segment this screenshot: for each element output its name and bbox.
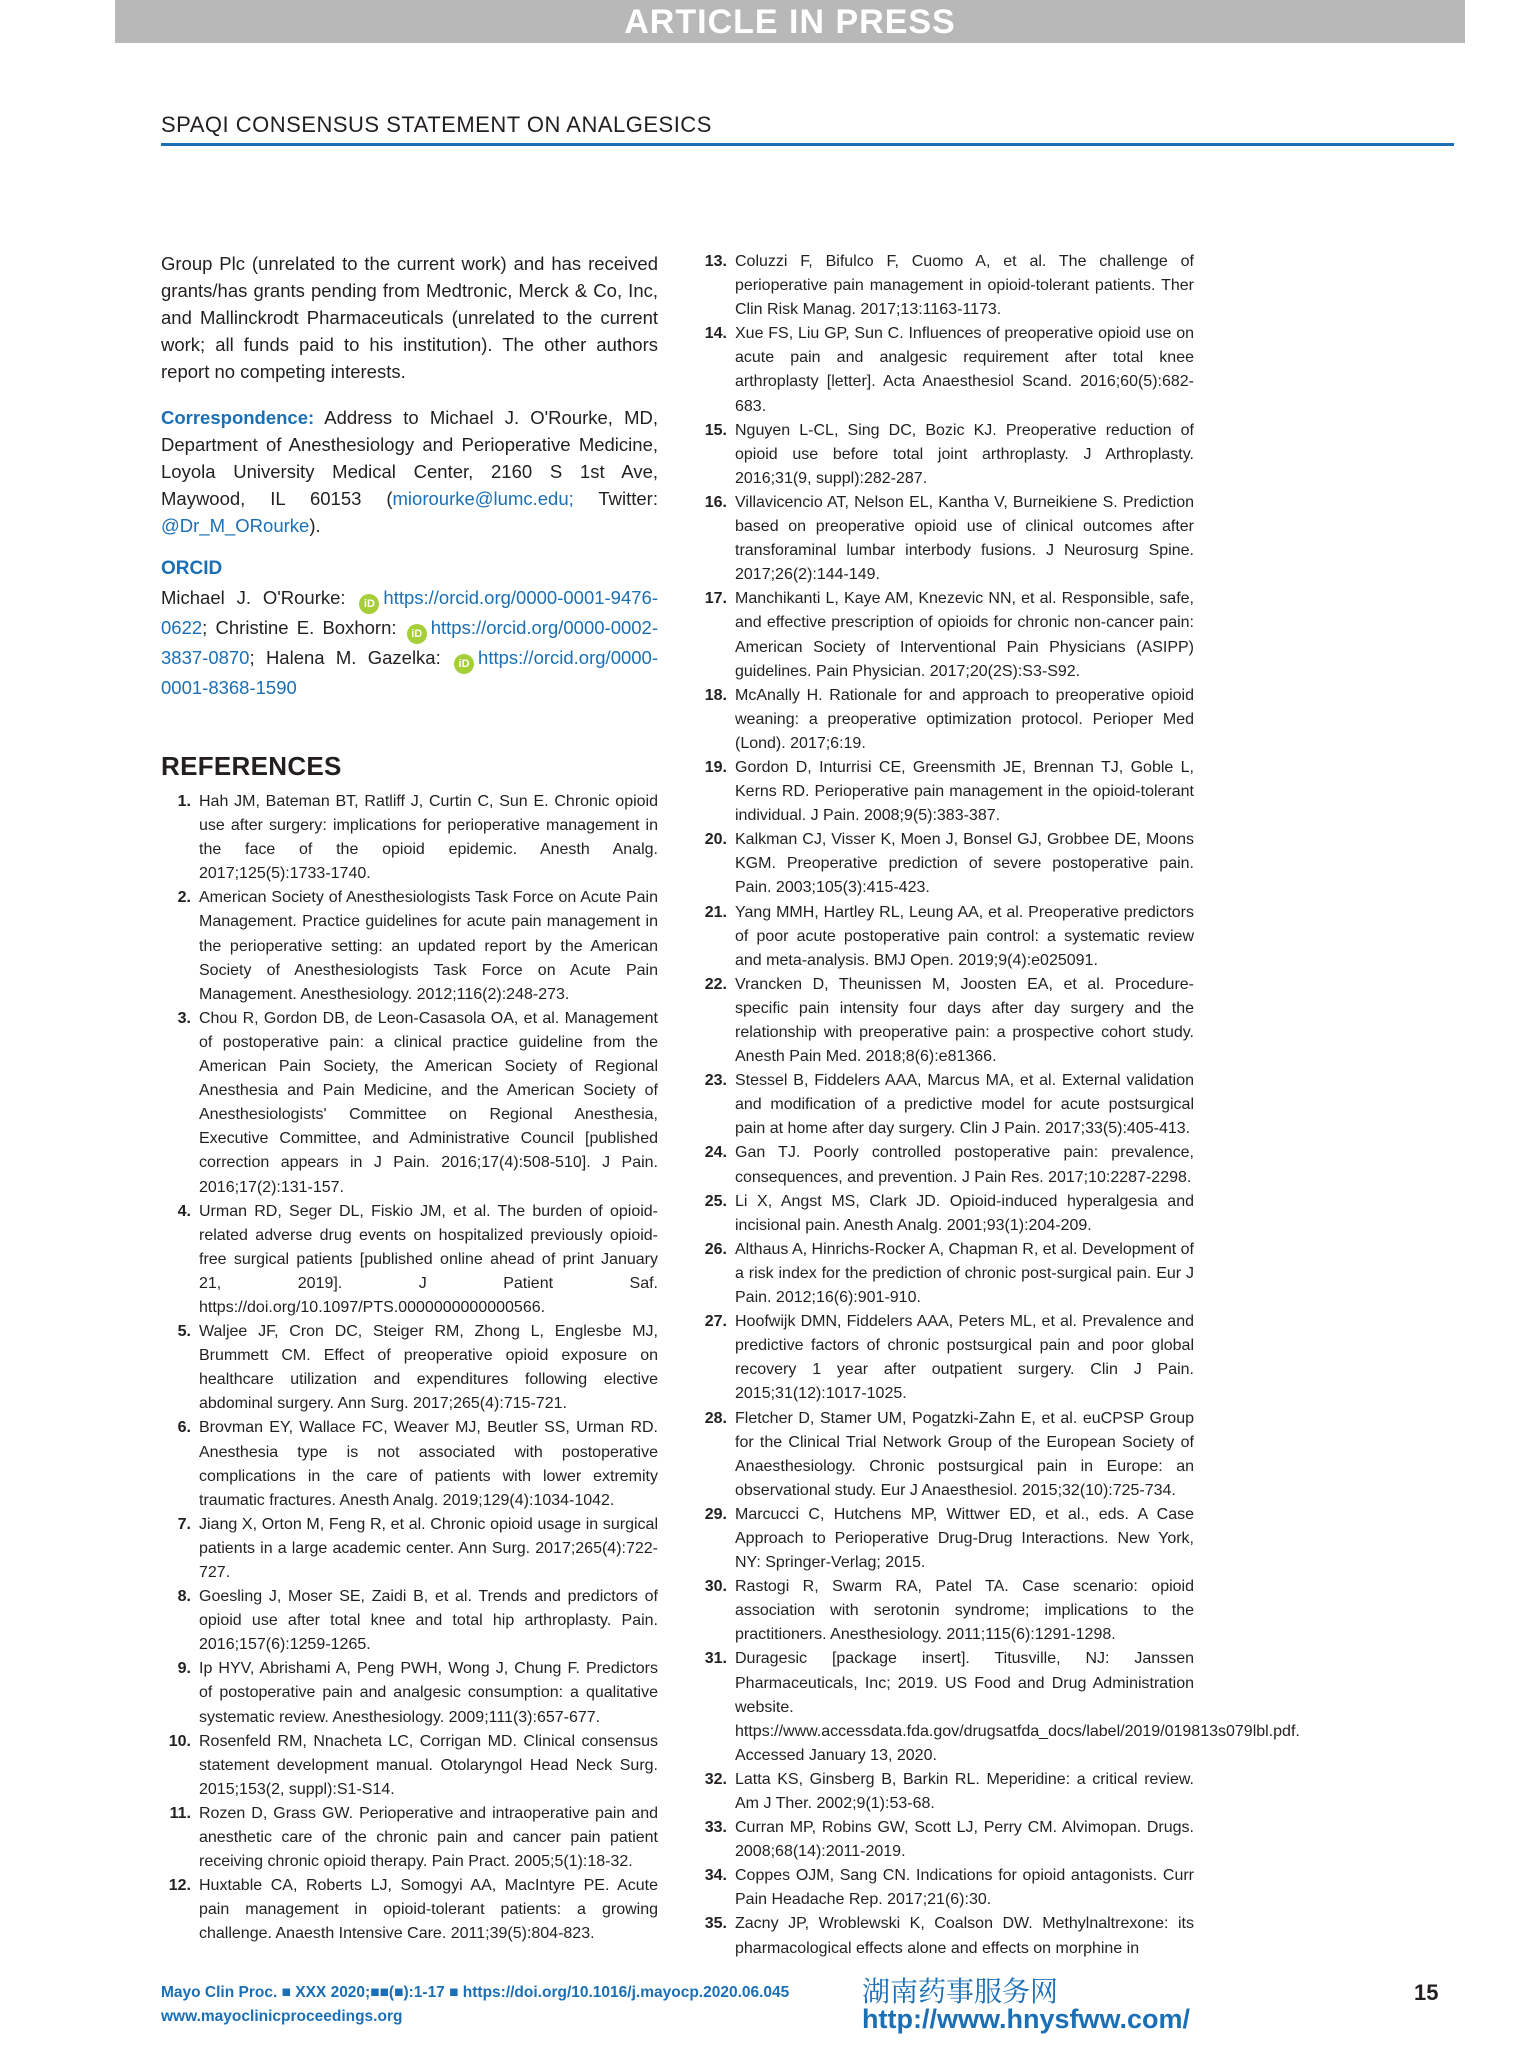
reference-number: 1. <box>177 793 191 810</box>
reference-item <box>697 1647 1300 1767</box>
reference-text: Li X, Angst MS, Clark JD. Opioid-induced hyperalgesia and incisional pain. Anesth Analg. 2001;93(1):204-209. <box>735 1192 1194 1234</box>
reference-text: Vrancken D, Theunissen M, Joosten EA, et al. Procedure-specific pain intensity four days after day surgery and the relationship with preoperative pain: a prospective cohort study. Anesth Pain Med. 2018;8(6):e81366. <box>735 975 1194 1066</box>
reference-item <box>697 250 1194 322</box>
footer-citation-block <box>161 1981 789 2029</box>
reference-item <box>697 828 1194 900</box>
reference-item <box>161 886 658 1006</box>
reference-text: Goesling J, Moser SE, Zaidi B, et al. Trends and predictors of opioid use after total knee and total hip arthroplasty. Pain. 2016;157(6):1259-1265. <box>199 1588 658 1654</box>
reference-item <box>697 419 1194 491</box>
reference-text: Latta KS, Ginsberg B, Barkin RL. Meperidine: a critical review. Am J Ther. 2002;9(1):53-68. <box>735 1770 1194 1812</box>
orcid-separator: ; <box>202 617 208 638</box>
reference-item <box>161 1320 658 1416</box>
orcid-heading: ORCID <box>161 558 223 579</box>
reference-item <box>161 1730 658 1802</box>
orcid-author-name: Michael J. O'Rourke: <box>161 587 346 608</box>
reference-text: Marcucci C, Hutchens MP, Wittwer ED, et al., eds. A Case Approach to Perioperative Drug-Drug Interactions. New York, NY: Springer-Verlag; 2015. <box>735 1505 1194 1572</box>
reference-item <box>161 1585 658 1657</box>
correspondence-paragraph <box>161 404 658 539</box>
orcid-icon: iD <box>359 594 379 614</box>
reference-text: Gan TJ. Poorly controlled postoperative pain: prevalence, consequences, and prevention. J Pain Res. 2017;10:2287-2298. <box>735 1144 1194 1186</box>
watermark-chinese-text: 湖南药事服务网 <box>862 1975 1059 2008</box>
reference-text: Manchikanti L, Kaye AM, Knezevic NN, et al. Responsible, safe, and effective prescription of opioids for chronic non-cancer pain: American Society of Interventional Pain Physicians (ASIPP) guidelines. Pain Physician. 2017;20(2S):S3-S92. <box>735 590 1194 680</box>
reference-number: 19. <box>704 758 727 776</box>
reference-number: 15. <box>704 421 727 439</box>
reference-text: Urman RD, Seger DL, Fiskio JM, et al. The burden of opioid-related adverse drug events on hospitalized previously opioid-free surgical patients [published online ahead of print January 21, 2019]. J Patient Saf. https://doi.org/10.1097/PTS.0000000000000566. <box>199 1202 658 1316</box>
reference-item <box>161 790 658 886</box>
reference-item <box>697 1238 1194 1310</box>
reference-number: 18. <box>704 686 727 704</box>
reference-number: 29. <box>704 1505 727 1523</box>
reference-number: 4. <box>177 1202 191 1220</box>
reference-item <box>697 1912 1194 1960</box>
reference-text: Nguyen L-CL, Sing DC, Bozic KJ. Preoperative reduction of opioid use before total joint arthroplasty. J Arthroplasty. 2016;31(9, suppl):282-287. <box>735 421 1194 487</box>
reference-item <box>697 973 1194 1069</box>
orcid-author-name: Christine E. Boxhorn: <box>215 617 397 638</box>
reference-item <box>161 1802 658 1874</box>
reference-text: McAnally H. Rationale for and approach to preoperative opioid weaning: a preoperative optimization protocol. Perioper Med (Lond). 2017;6:19. <box>735 686 1194 752</box>
reference-text: Rosenfeld RM, Nnacheta LC, Corrigan MD. Clinical consensus statement development manual. Otolaryngol Head Neck Surg. 2015;153(2, suppl):S1-S14. <box>199 1732 658 1798</box>
reference-number: 28. <box>704 1409 727 1427</box>
reference-item <box>697 684 1194 756</box>
reference-text: Kalkman CJ, Visser K, Moen J, Bonsel GJ, Grobbee DE, Moons KGM. Preoperative prediction of severe postoperative pain. Pain. 2003;105(3):415-423. <box>735 831 1194 897</box>
reference-number: 24. <box>704 1144 727 1162</box>
reference-item <box>697 1575 1194 1647</box>
reference-number: 5. <box>177 1323 191 1341</box>
right-column <box>697 250 1300 1961</box>
orcid-author-name: Halena M. Gazelka: <box>265 647 441 668</box>
orcid-link[interactable]: https://orcid.org/0000-0002-3837-0870 <box>161 617 659 668</box>
reference-number: 7. <box>177 1515 191 1533</box>
reference-number: 6. <box>177 1419 191 1437</box>
left-column <box>161 250 658 1947</box>
reference-item <box>697 1407 1194 1503</box>
reference-number: 34. <box>704 1867 727 1885</box>
reference-number: 11. <box>169 1804 191 1822</box>
reference-number: 35. <box>704 1915 727 1933</box>
reference-number: 3. <box>177 1009 191 1027</box>
reference-item <box>697 901 1194 973</box>
reference-item <box>697 1141 1194 1189</box>
footer-website[interactable]: www.mayoclinicproceedings.org <box>161 2008 403 2025</box>
reference-text: Gordon D, Inturrisi CE, Greensmith JE, Brennan TJ, Goble L, Kerns RD. Perioperative pain management in the opioid-tolerant individual. J Pain. 2008;9(5):383-387. <box>735 758 1194 825</box>
reference-item <box>697 587 1194 683</box>
reference-text: Althaus A, Hinrichs-Rocker A, Chapman R, et al. Development of a risk index for the prediction of chronic post-surgical pain. Eur J Pain. 2012;16(6):901-910. <box>735 1240 1194 1307</box>
footer-citation: Mayo Clin Proc. ■ XXX 2020;■■(■):1-17 ■ https://doi.org/10.1016/j.mayocp.2020.06.045 <box>161 1984 790 2001</box>
watermark-url[interactable]: http://www.hnysfww.com/ <box>862 2004 1190 2034</box>
reference-number: 21. <box>704 903 727 921</box>
references-list-right <box>697 250 1300 1961</box>
reference-item <box>161 1513 658 1585</box>
reference-text: Jiang X, Orton M, Feng R, et al. Chronic opioid usage in surgical patients in a large academic center. Ann Surg. 2017;265(4):722-727. <box>199 1515 658 1581</box>
references-list-left <box>161 790 658 1947</box>
page-number: 15 <box>1414 1980 1439 2005</box>
orcid-icon: iD <box>454 654 474 674</box>
reference-item <box>697 1816 1194 1864</box>
reference-number: 30. <box>704 1578 727 1596</box>
orcid-separator: ; <box>249 647 255 668</box>
orcid-link[interactable]: https://orcid.org/0000-0001-9476-0622 <box>161 587 658 638</box>
reference-text: Coluzzi F, Bifulco F, Cuomo A, et al. The challenge of perioperative pain management in opioid-tolerant patients. Ther Clin Risk Manag. 2017;13:1163-1173. <box>735 253 1194 319</box>
reference-number: 16. <box>704 493 727 511</box>
reference-number: 23. <box>704 1072 727 1090</box>
reference-number: 12. <box>168 1877 191 1895</box>
twitter-label: Twitter: <box>573 488 658 509</box>
reference-item <box>697 1864 1194 1912</box>
reference-item <box>697 1069 1194 1141</box>
reference-item <box>697 1503 1194 1575</box>
references-heading: REFERENCES <box>161 751 342 781</box>
orcid-icon: iD <box>407 624 427 644</box>
reference-number: 8. <box>177 1588 191 1606</box>
reference-number: 33. <box>704 1819 727 1837</box>
reference-text: Rozen D, Grass GW. Perioperative and intraoperative pain and anesthetic care of the chronic pain and cancer pain patient receiving chronic opioid therapy. Pain Pract. 2005;5(1):18-32. <box>199 1804 658 1871</box>
running-head: SPAQI CONSENSUS STATEMENT ON ANALGESICS <box>161 112 712 137</box>
reference-number: 32. <box>704 1770 727 1788</box>
reference-number: 31. <box>704 1650 727 1668</box>
competing-interests-text: Group Plc (unrelated to the current work) and has received grants/has grants pending from Medtronic, Merck & Co, Inc, and Mallinckrodt Pharmaceuticals (unrelated to the current work; all funds paid to his institution). The other authors report no competing interests. <box>161 253 658 382</box>
reference-text: Hoofwijk DMN, Fiddelers AAA, Peters ML, et al. Prevalence and predictive factors of chronic postsurgical pain and poor global recovery 1 year after outpatient surgery. Clin J Pain. 2015;31(12):1017-1025. <box>735 1313 1194 1403</box>
correspondence-email-link[interactable]: miorourke@lumc.edu; <box>392 488 574 509</box>
reference-item <box>697 322 1194 418</box>
reference-text: Huxtable CA, Roberts LJ, Somogyi AA, MacIntyre PE. Acute pain management in opioid-tolerant patients: a growing challenge. Anaesth Intensive Care. 2011;39(5):804-823. <box>199 1877 658 1943</box>
reference-text: Duragesic [package insert]. Titusville, NJ: Janssen Pharmaceuticals, Inc; 2019. US Food and Drug Administration website. https://www.accessdata.fda.gov/drugsatfda_docs/label/2019/019813s079lbl.pdf. Accessed January 13, 2020. <box>735 1650 1300 1764</box>
orcid-link[interactable]: https://orcid.org/0000-0001-8368-1590 <box>161 647 659 698</box>
reference-text: Rastogi R, Swarm RA, Patel TA. Case scenario: opioid association with serotonin syndrome; implications to the practitioners. Anesthesiology. 2011;115(6):1291-1298. <box>735 1578 1194 1644</box>
reference-text: Chou R, Gordon DB, de Leon-Casasola OA, et al. Management of postoperative pain: a clinical practice guideline from the American Pain Society, the American Society of Regional Anesthesia and Pain Medicine, and the American Society of Anesthesiologists' Committee on Regional Anesthesia, Executive Committee, and Administrative Council [published correction appears in J Pain. 2016;17(4):508-510]. J Pain. 2016;17(2):131-157. <box>199 1009 658 1196</box>
orcid-paragraph <box>161 584 658 701</box>
reference-item <box>697 756 1194 828</box>
twitter-handle-link[interactable]: @Dr_M_ORourke <box>161 515 310 536</box>
reference-number: 2. <box>177 889 191 907</box>
reference-item <box>161 1416 658 1512</box>
reference-item <box>697 1768 1194 1816</box>
reference-item <box>161 1657 658 1729</box>
correspondence-address: Address to Michael J. O'Rourke, MD, Department of Anesthesiology and Perioperative Medicine, Loyola University Medical Center, 2160 S 1st Ave, Maywood, IL 60153 ( <box>161 407 658 509</box>
reference-text: Xue FS, Liu GP, Sun C. Influences of preoperative opioid use on acute pain and analgesic requirement after total knee arthroplasty [letter]. Acta Anaesthesiol Scand. 2016;60(5):682-683. <box>735 325 1194 415</box>
reference-item <box>697 491 1194 587</box>
reference-item <box>161 1007 658 1200</box>
reference-number: 13. <box>704 253 727 270</box>
reference-number: 25. <box>704 1192 727 1210</box>
reference-text: Stessel B, Fiddelers AAA, Marcus MA, et al. External validation and modification of a predictive model for acute postsurgical pain at home after day surgery. Clin J Pain. 2017;33(5):405-413. <box>735 1072 1194 1138</box>
reference-number: 22. <box>704 975 727 993</box>
reference-number: 20. <box>704 831 727 849</box>
reference-number: 17. <box>704 590 727 608</box>
reference-number: 14. <box>704 325 727 343</box>
reference-number: 27. <box>704 1313 727 1331</box>
reference-text: Villavicencio AT, Nelson EL, Kantha V, Burneikiene S. Prediction based on preoperative opioid use of clinical outcomes after transforaminal lumbar interbody fusions. J Neurosurg Spine. 2017;26(2):144-149. <box>735 493 1194 584</box>
reference-item <box>161 1200 658 1320</box>
reference-text: American Society of Anesthesiologists Task Force on Acute Pain Management. Practice guidelines for acute pain management in the perioperative setting: an updated report by the American Society of Anesthesiologists Task Force on Acute Pain Management. Anesthesiology. 2012;116(2):248-273. <box>199 889 658 1003</box>
reference-item <box>161 1874 658 1946</box>
reference-number: 10. <box>168 1732 191 1750</box>
reference-text: Coppes OJM, Sang CN. Indications for opioid antagonists. Curr Pain Headache Rep. 2017;21(6):30. <box>735 1867 1194 1909</box>
reference-item <box>697 1310 1194 1406</box>
reference-text: Hah JM, Bateman BT, Ratliff J, Curtin C, Sun E. Chronic opioid use after surgery: implications for perioperative management in the face of the opioid epidemic. Anesth Analg. 2017;125(5):1733-1740. <box>199 793 658 883</box>
article-in-press-banner: ARTICLE IN PRESS <box>115 0 1465 43</box>
reference-text: Curran MP, Robins GW, Scott LJ, Perry CM. Alvimopan. Drugs. 2008;68(14):2011-2019. <box>735 1819 1194 1861</box>
reference-number: 9. <box>177 1660 191 1678</box>
header-rule <box>161 143 1454 146</box>
reference-text: Zacny JP, Wroblewski K, Coalson DW. Methylnaltrexone: its pharmacological effects alone and effects on morphine in <box>735 1915 1194 1957</box>
reference-text: Waljee JF, Cron DC, Steiger RM, Zhong L, Englesbe MJ, Brummett CM. Effect of preoperative opioid exposure on healthcare utilization and expenditures following elective abdominal surgery. Ann Surg. 2017;265(4):715-721. <box>199 1323 658 1413</box>
reference-text: Fletcher D, Stamer UM, Pogatzki-Zahn E, et al. euCPSP Group for the Clinical Trial Network Group of the European Society of Anaesthesiology. Chronic postsurgical pain in Europe: an observational study. Eur J Anaesthesiol. 2015;32(10):725-734. <box>735 1409 1194 1499</box>
reference-text: Brovman EY, Wallace FC, Weaver MJ, Beutler SS, Urman RD. Anesthesia type is not associated with postoperative complications in the care of patients with lower extremity traumatic fractures. Anesth Analg. 2019;129(4):1034-1042. <box>199 1419 658 1509</box>
reference-text: Ip HYV, Abrishami A, Peng PWH, Wong J, Chung F. Predictors of postoperative pain and analgesic consumption: a qualitative systematic review. Anesthesiology. 2009;111(3):657-677. <box>199 1660 658 1726</box>
reference-text: Yang MMH, Hartley RL, Leung AA, et al. Preoperative predictors of poor acute postoperative pain control: a systematic review and meta-analysis. BMJ Open. 2019;9(4):e025091. <box>735 903 1194 969</box>
reference-item <box>697 1190 1194 1238</box>
reference-number: 26. <box>704 1240 727 1258</box>
correspondence-end: ). <box>309 515 321 536</box>
correspondence-label: Correspondence: <box>161 407 315 428</box>
